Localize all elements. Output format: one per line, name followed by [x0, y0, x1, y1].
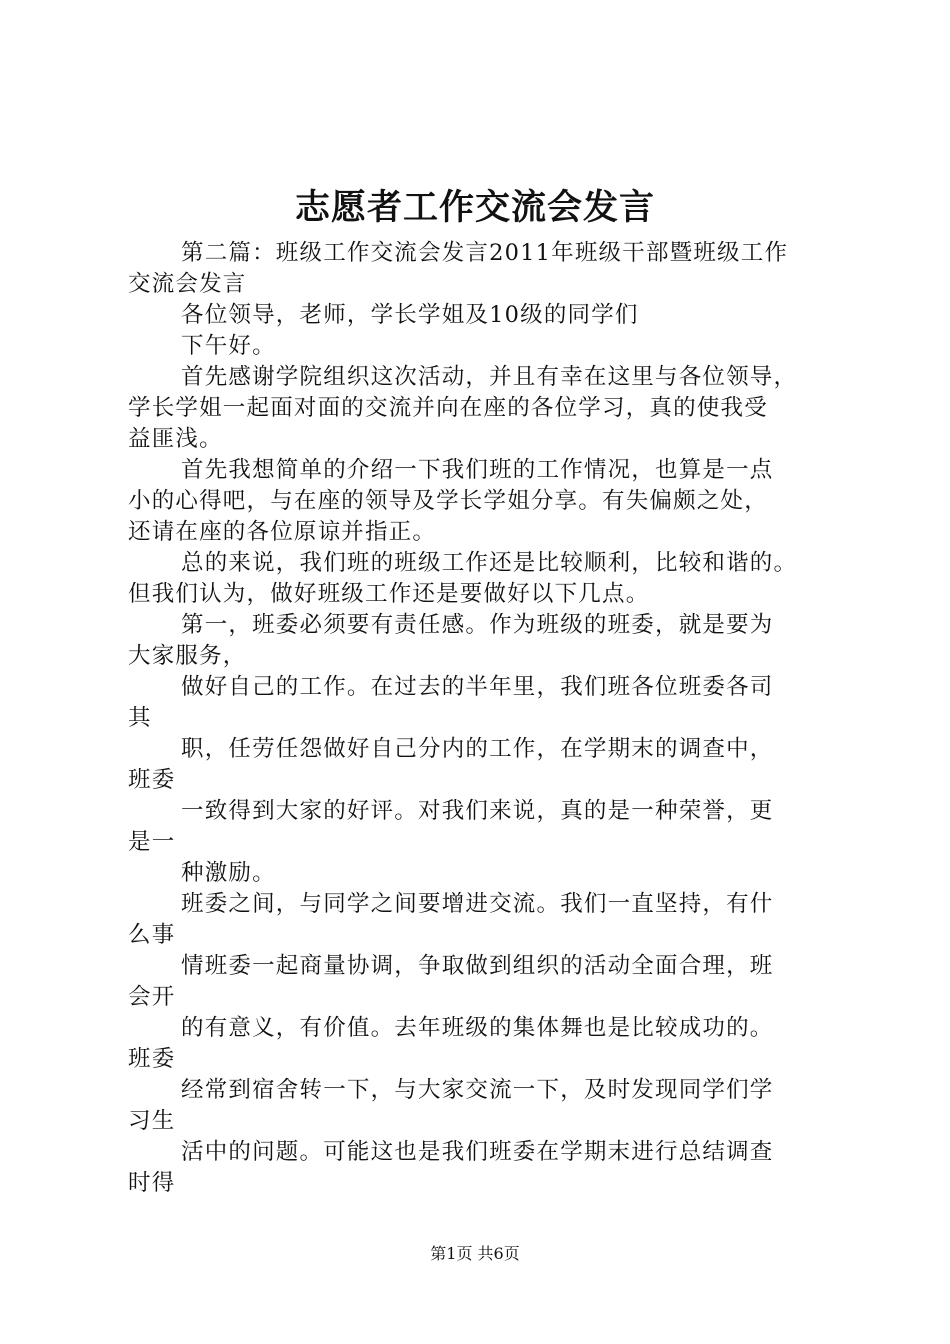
- body-line: 一致得到大家的好评。对我们来说，真的是一种荣誉，更: [181, 798, 774, 824]
- body-line: 学长学姐一起面对面的交流并向在座的各位学习，真的使我受: [128, 395, 768, 421]
- body-line: 各位领导，老师，学长学姐及10级的同学们: [181, 302, 639, 328]
- body-line: 小的心得吧，与在座的领导及学长学姐分享。有失偏颇之处，: [128, 488, 768, 514]
- body-line: 做好自己的工作。在过去的半年里，我们班各位班委各司: [181, 674, 774, 700]
- body-line: 经常到宿舍转一下，与大家交流一下，及时发现同学们学: [181, 1077, 774, 1103]
- body-line: 首先我想简单的介绍一下我们班的工作情况，也算是一点: [181, 457, 774, 483]
- body-line: 是一: [128, 829, 176, 855]
- body-line: 种激励。: [181, 860, 276, 886]
- body-line: 益匪浅。: [128, 426, 223, 452]
- body-line: 活中的问题。可能这也是我们班委在学期末进行总结调查: [181, 1139, 774, 1165]
- body-line: 大家服务，: [128, 643, 247, 669]
- body-line: 还请在座的各位原谅并指正。: [128, 519, 437, 545]
- body-line: 班委: [128, 1046, 176, 1072]
- body-line: 第二篇：班级工作交流会发言2011年班级干部暨班级工作: [181, 240, 789, 266]
- body-line: 下午好。: [181, 333, 276, 359]
- body-line: 时得: [128, 1170, 176, 1196]
- body-line: 首先感谢学院组织这次活动，并且有幸在这里与各位领导，: [181, 364, 798, 390]
- body-line: 交流会发言: [128, 271, 247, 297]
- body-line: 情班委一起商量协调，争取做到组织的活动全面合理，班: [181, 953, 774, 979]
- page-footer: 第1页 共6页: [430, 1244, 520, 1263]
- body-line: 职，任劳任怨做好自己分内的工作，在学期末的调查中，: [181, 736, 774, 762]
- body-line: 么事: [128, 922, 176, 948]
- body-line: 总的来说，我们班的班级工作还是比较顺利，比较和谐的。: [181, 550, 798, 576]
- document-body: [128, 238, 848, 1199]
- body-line: 班委之间，与同学之间要增进交流。我们一直坚持，有什: [181, 891, 774, 917]
- body-line: 但我们认为，做好班级工作还是要做好以下几点。: [128, 581, 650, 607]
- body-line: 其: [128, 705, 152, 731]
- body-line: 会开: [128, 984, 176, 1010]
- document-title: 志愿者工作交流会发言: [294, 187, 655, 228]
- body-line: 的有意义，有价值。去年班级的集体舞也是比较成功的。: [181, 1015, 774, 1041]
- body-line: 班委: [128, 767, 176, 793]
- body-line: 第一，班委必须要有责任感。作为班级的班委，就是要为: [181, 612, 774, 638]
- body-line: 习生: [128, 1108, 176, 1134]
